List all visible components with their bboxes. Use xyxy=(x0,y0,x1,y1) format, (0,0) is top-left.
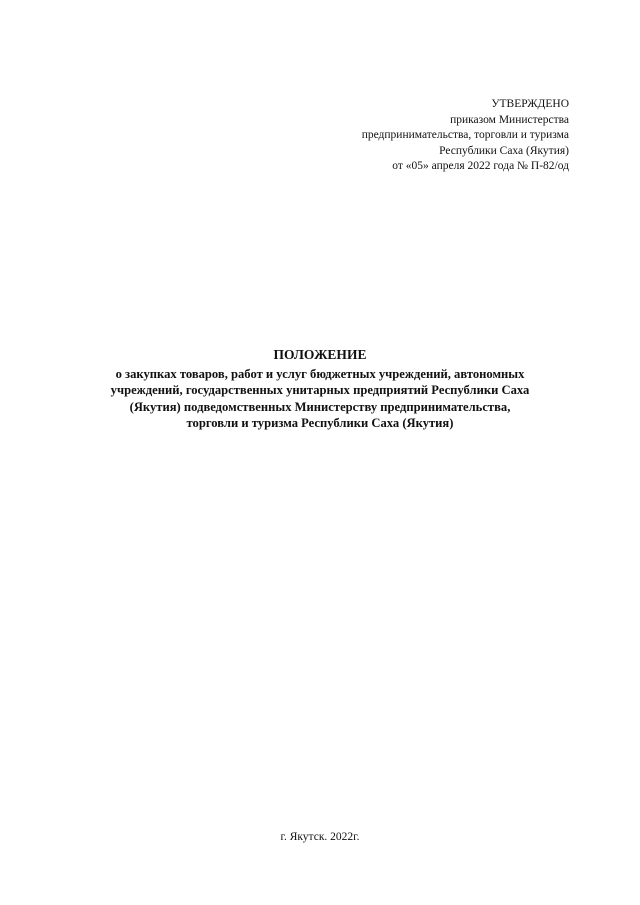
place-date-footer: г. Якутск. 2022г. xyxy=(280,831,360,843)
approval-stamp-block xyxy=(269,97,569,175)
subtitle-line: учреждений, государственных унитарных предприятий Республики Саха xyxy=(110,383,530,398)
document-subtitle xyxy=(70,366,570,432)
subtitle-line: торговли и туризма Республики Саха (Якутия) xyxy=(186,416,454,431)
approval-heading: УТВЕРЖДЕНО xyxy=(491,98,569,110)
approval-line: приказом Министерства xyxy=(450,113,569,126)
approval-line: Республики Саха (Якутия) xyxy=(439,144,569,157)
approval-order-number: от «05» апреля 2022 года № П-82/од xyxy=(392,160,569,173)
document-heading: ПОЛОЖЕНИЕ xyxy=(273,347,367,362)
subtitle-line: о закупках товаров, работ и услуг бюджетных учреждений, автономных xyxy=(115,367,525,381)
subtitle-line: (Якутия) подведомственных Министерству предпринимательства, xyxy=(129,399,511,414)
document-title-block xyxy=(70,346,570,432)
approval-line: предпринимательства, торговли и туризма xyxy=(361,129,569,142)
